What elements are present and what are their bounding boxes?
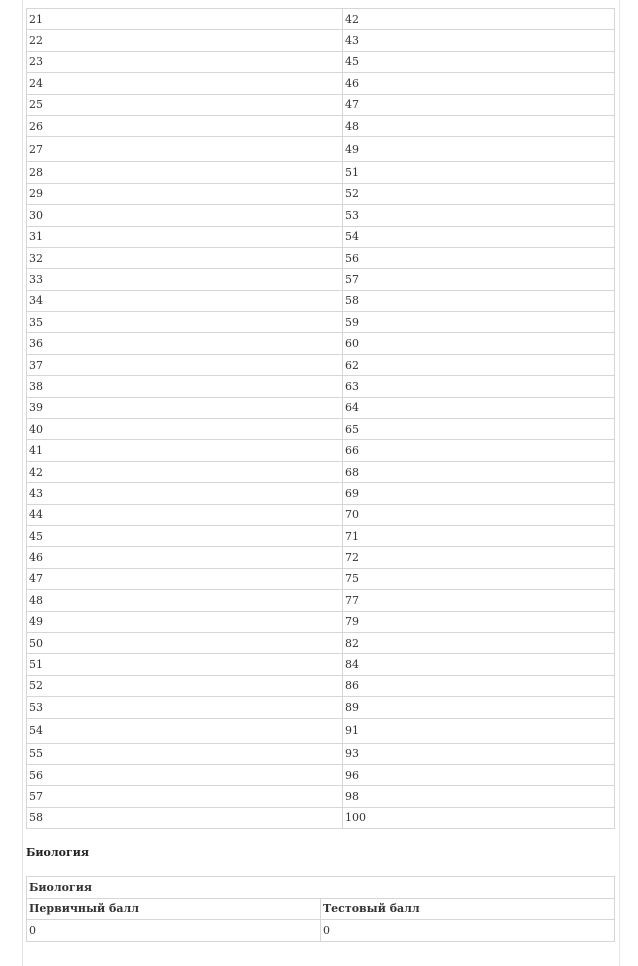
primary-score-cell: 40 (27, 419, 343, 440)
table-row (27, 920, 615, 942)
primary-score-cell: 39 (27, 397, 343, 418)
primary-score-cell: 26 (27, 115, 343, 136)
biology-caption-row (27, 877, 615, 899)
test-score-cell: 42 (343, 9, 615, 30)
score-table-body (27, 9, 615, 829)
table-row (27, 226, 615, 247)
column-header-primary-score: Первичный балл (27, 898, 321, 920)
primary-score-cell: 58 (27, 807, 343, 828)
table-row (27, 611, 615, 632)
primary-score-cell: 37 (27, 354, 343, 375)
primary-score-cell: 44 (27, 504, 343, 525)
primary-score-cell: 28 (27, 162, 343, 183)
primary-score-cell: 34 (27, 290, 343, 311)
primary-score-cell: 21 (27, 9, 343, 30)
table-row (27, 73, 615, 94)
table-row (27, 205, 615, 226)
test-score-cell: 54 (343, 226, 615, 247)
table-row (27, 397, 615, 418)
test-score-cell: 62 (343, 354, 615, 375)
table-row (27, 269, 615, 290)
table-row (27, 675, 615, 696)
table-row (27, 354, 615, 375)
test-score-cell: 96 (343, 764, 615, 785)
primary-score-cell: 48 (27, 590, 343, 611)
primary-score-cell: 47 (27, 568, 343, 589)
score-conversion-table (26, 8, 615, 829)
test-score-cell: 91 (343, 718, 615, 743)
table-row (27, 632, 615, 653)
table-row (27, 590, 615, 611)
table-row (27, 697, 615, 718)
primary-score-cell: 27 (27, 137, 343, 162)
test-score-cell: 77 (343, 590, 615, 611)
table-row (27, 807, 615, 828)
table-row (27, 376, 615, 397)
primary-score-cell: 57 (27, 786, 343, 807)
biology-header-row (27, 898, 615, 920)
primary-score-cell: 45 (27, 525, 343, 546)
primary-score-cell: 38 (27, 376, 343, 397)
test-score-cell: 64 (343, 397, 615, 418)
test-score-cell: 57 (343, 269, 615, 290)
table-row (27, 483, 615, 504)
primary-score-cell: 56 (27, 764, 343, 785)
test-score-cell: 86 (343, 675, 615, 696)
table-row (27, 504, 615, 525)
table-row (27, 290, 615, 311)
table-row (27, 162, 615, 183)
table-row (27, 525, 615, 546)
table-row (27, 115, 615, 136)
primary-score-cell: 0 (27, 920, 321, 942)
test-score-cell: 100 (343, 807, 615, 828)
primary-score-cell: 35 (27, 312, 343, 333)
test-score-cell: 46 (343, 73, 615, 94)
table-row (27, 137, 615, 162)
test-score-cell: 45 (343, 51, 615, 72)
biology-table-caption: Биология (27, 877, 615, 899)
page-border-right (619, 0, 620, 966)
primary-score-cell: 33 (27, 269, 343, 290)
table-row (27, 764, 615, 785)
primary-score-cell: 52 (27, 675, 343, 696)
column-header-test-score: Тестовый балл (321, 898, 615, 920)
test-score-cell: 98 (343, 786, 615, 807)
table-row (27, 461, 615, 482)
primary-score-cell: 53 (27, 697, 343, 718)
test-score-cell: 49 (343, 137, 615, 162)
primary-score-cell: 22 (27, 30, 343, 51)
primary-score-cell: 23 (27, 51, 343, 72)
primary-score-cell: 41 (27, 440, 343, 461)
primary-score-cell: 54 (27, 718, 343, 743)
test-score-cell: 71 (343, 525, 615, 546)
test-score-cell: 48 (343, 115, 615, 136)
test-score-cell: 70 (343, 504, 615, 525)
test-score-cell: 43 (343, 30, 615, 51)
table-row (27, 333, 615, 354)
table-row (27, 312, 615, 333)
test-score-cell: 60 (343, 333, 615, 354)
table-row (27, 183, 615, 204)
primary-score-cell: 31 (27, 226, 343, 247)
test-score-cell: 59 (343, 312, 615, 333)
test-score-cell: 65 (343, 419, 615, 440)
table-row (27, 547, 615, 568)
table-row (27, 654, 615, 675)
primary-score-cell: 30 (27, 205, 343, 226)
primary-score-cell: 42 (27, 461, 343, 482)
primary-score-cell: 25 (27, 94, 343, 115)
test-score-cell: 79 (343, 611, 615, 632)
primary-score-cell: 49 (27, 611, 343, 632)
test-score-cell: 53 (343, 205, 615, 226)
test-score-cell: 58 (343, 290, 615, 311)
test-score-cell: 68 (343, 461, 615, 482)
test-score-cell: 75 (343, 568, 615, 589)
test-score-cell: 82 (343, 632, 615, 653)
table-row (27, 419, 615, 440)
test-score-cell: 72 (343, 547, 615, 568)
test-score-cell: 47 (343, 94, 615, 115)
biology-score-table (26, 876, 615, 942)
table-row (27, 247, 615, 268)
primary-score-cell: 29 (27, 183, 343, 204)
test-score-cell: 52 (343, 183, 615, 204)
table-row (27, 786, 615, 807)
test-score-cell: 84 (343, 654, 615, 675)
table-row (27, 743, 615, 764)
table-row (27, 51, 615, 72)
table-row (27, 94, 615, 115)
primary-score-cell: 24 (27, 73, 343, 94)
primary-score-cell: 46 (27, 547, 343, 568)
primary-score-cell: 43 (27, 483, 343, 504)
table-row (27, 568, 615, 589)
test-score-cell: 51 (343, 162, 615, 183)
test-score-cell: 93 (343, 743, 615, 764)
table-row (27, 9, 615, 30)
primary-score-cell: 50 (27, 632, 343, 653)
table-row (27, 30, 615, 51)
table-row (27, 440, 615, 461)
primary-score-cell: 32 (27, 247, 343, 268)
page-border-left (22, 0, 23, 966)
test-score-cell: 63 (343, 376, 615, 397)
primary-score-cell: 55 (27, 743, 343, 764)
biology-section-heading: Биология (26, 846, 90, 859)
table-row (27, 718, 615, 743)
test-score-cell: 56 (343, 247, 615, 268)
test-score-cell: 69 (343, 483, 615, 504)
test-score-cell: 0 (321, 920, 615, 942)
test-score-cell: 89 (343, 697, 615, 718)
primary-score-cell: 36 (27, 333, 343, 354)
primary-score-cell: 51 (27, 654, 343, 675)
test-score-cell: 66 (343, 440, 615, 461)
